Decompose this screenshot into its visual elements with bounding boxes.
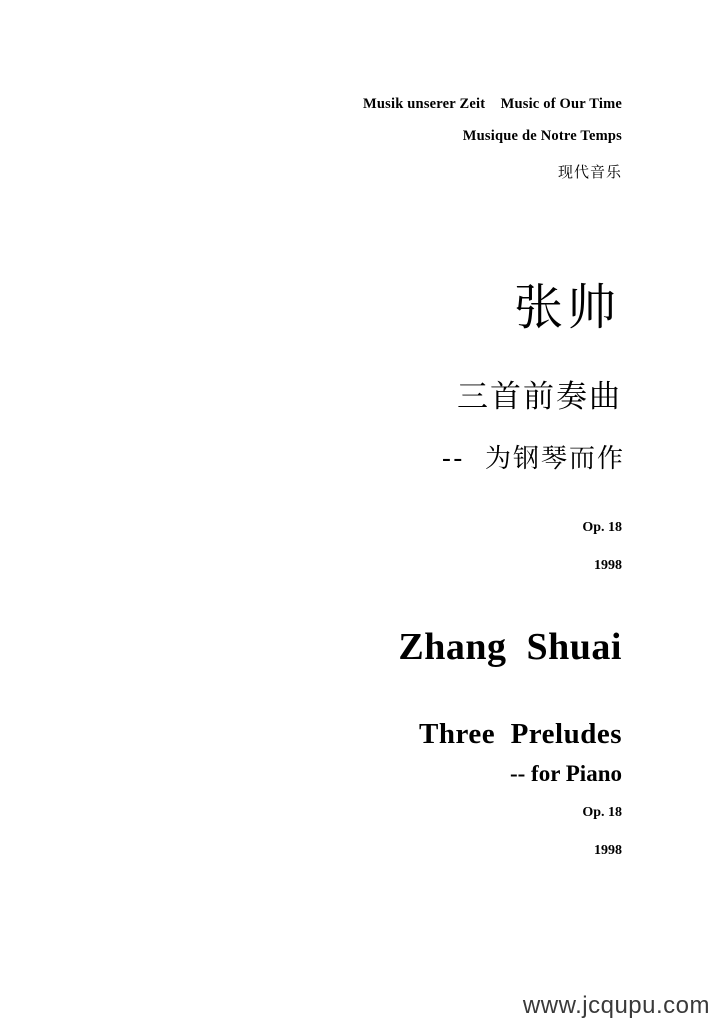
- work-subtitle-chinese: -- 为钢琴而作: [441, 444, 625, 474]
- series-title-chinese: 现代音乐: [557, 163, 622, 181]
- series-title-french: Musique de Notre Temps: [462, 128, 622, 144]
- work-subtitle-western: -- for Piano: [509, 761, 622, 786]
- work-title-western: Three Preludes: [419, 718, 622, 750]
- opus-number-chinese-block: Op. 18: [582, 520, 622, 535]
- work-title-chinese: 三首前奏曲: [457, 379, 622, 415]
- year-chinese-block: 1998: [594, 558, 622, 573]
- series-title-german-english: Musik unserer Zeit Music of Our Time: [362, 96, 622, 112]
- year-western-block: 1998: [594, 843, 622, 858]
- site-watermark: www.jcqupu.com: [522, 992, 710, 1019]
- composer-name-western: Zhang Shuai: [398, 626, 622, 668]
- series-header: [0, 96, 622, 182]
- opus-number-western-block: Op. 18: [582, 805, 622, 820]
- composer-name-chinese: 张帅: [513, 279, 620, 336]
